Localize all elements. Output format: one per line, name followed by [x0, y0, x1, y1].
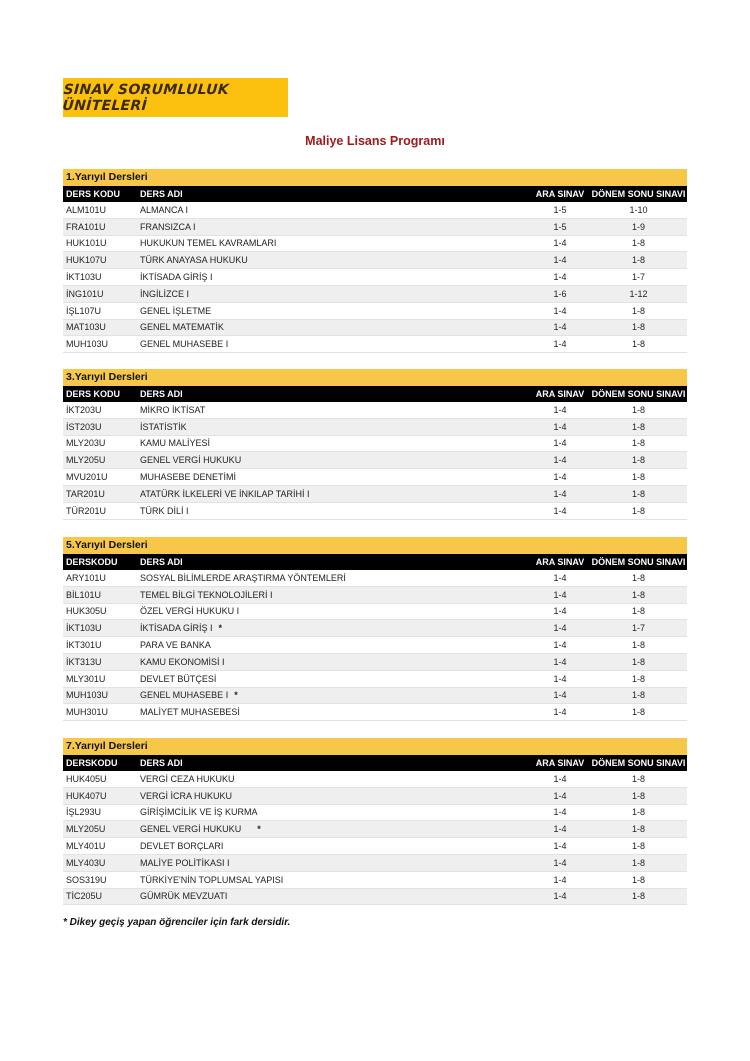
ara-sinav-units: 1-4: [553, 790, 567, 801]
course-name-cell: [140, 674, 500, 684]
program-title: Maliye Lisans Programı: [305, 134, 445, 148]
header-name: DERS ADI: [140, 389, 183, 399]
donem-sonu-units: 1-8: [631, 690, 645, 701]
course-name: KAMU EKONOMİSİ I: [140, 656, 225, 667]
donem-sonu-units: 1-8: [631, 606, 645, 617]
table-header: [63, 554, 687, 570]
donem-sonu-units: 1-7: [631, 272, 645, 283]
ara-sinav-units: 1-4: [553, 472, 567, 483]
donem-sonu-units: 1-8: [631, 505, 645, 516]
table-row: [63, 252, 687, 269]
donem-sonu-units: 1-8: [631, 421, 645, 432]
table-row: [63, 436, 687, 453]
course-code: MLY403U: [66, 857, 106, 868]
header-donem-sonu: DÖNEM SONU SINAVI: [591, 189, 686, 199]
course-name: GENEL MUHASEBE I: [140, 690, 229, 701]
course-name-cell: [140, 322, 500, 332]
header-name: DERS ADI: [140, 189, 183, 199]
section-title: 1.Yarıyıl Dersleri: [63, 169, 687, 186]
ara-sinav-units: 1-4: [553, 438, 567, 449]
donem-sonu-units: 1-8: [631, 841, 645, 852]
course-name-cell: [140, 489, 500, 499]
course-code: TAR201U: [66, 488, 105, 499]
course-code: İKT103U: [66, 272, 102, 283]
course-name: GİRİŞİMCİLİK VE İŞ KURMA: [140, 807, 258, 818]
donem-sonu-units: 1-8: [631, 656, 645, 667]
course-code: MLY205U: [66, 455, 106, 466]
ara-sinav-units: 1-4: [553, 874, 567, 885]
course-code: İKT203U: [66, 404, 102, 415]
donem-sonu-units: 1-8: [631, 404, 645, 415]
header-ara-sinav: ARA SINAV: [535, 389, 585, 399]
course-name-cell: [140, 339, 500, 349]
header-code: DERSKODU: [66, 758, 118, 768]
banner-title: SINAV SORUMLULUK ÜNİTELERİ: [61, 81, 230, 114]
table-row: [63, 671, 687, 688]
ara-sinav-units: 1-4: [553, 589, 567, 600]
table-row: [63, 486, 687, 503]
table-row: [63, 419, 687, 436]
course-code: MLY205U: [66, 824, 106, 835]
ara-sinav-units: 1-6: [553, 288, 567, 299]
table-row: [63, 637, 687, 654]
course-name: SOSYAL BİLİMLERDE ARAŞTIRMA YÖNTEMLERİ: [140, 572, 346, 583]
table-row: [63, 269, 687, 286]
difference-course-marker: *: [234, 690, 238, 701]
course-code: HUK407U: [66, 790, 107, 801]
donem-sonu-units: 1-8: [631, 707, 645, 718]
donem-sonu-units: 1-8: [631, 773, 645, 784]
ara-sinav-units: 1-5: [553, 221, 567, 232]
ara-sinav-units: 1-4: [553, 404, 567, 415]
table-row: [63, 503, 687, 520]
ara-sinav-units: 1-4: [553, 488, 567, 499]
table-row: [63, 771, 687, 788]
course-name: GENEL VERGİ HUKUKU: [140, 824, 242, 835]
course-code: MLY203U: [66, 438, 106, 449]
course-name: TEMEL BİLGİ TEKNOLOJİLERİ I: [140, 589, 273, 600]
ara-sinav-units: 1-4: [553, 773, 567, 784]
course-code: MUH301U: [66, 707, 109, 718]
header-ara-sinav: ARA SINAV: [535, 758, 585, 768]
course-name-cell: [140, 422, 500, 432]
header-donem-sonu: DÖNEM SONU SINAVI: [591, 557, 686, 567]
header-ara-sinav: ARA SINAV: [535, 557, 585, 567]
donem-sonu-units: 1-7: [631, 623, 645, 634]
donem-sonu-units: 1-8: [631, 790, 645, 801]
ara-sinav-units: 1-4: [553, 322, 567, 333]
table-row: [63, 604, 687, 621]
table-row: [63, 620, 687, 637]
table-header: [63, 186, 687, 202]
ara-sinav-units: 1-4: [553, 673, 567, 684]
table-row: [63, 654, 687, 671]
course-code: HUK305U: [66, 606, 107, 617]
course-name: MİKRO İKTİSAT: [140, 404, 206, 415]
donem-sonu-units: 1-8: [631, 857, 645, 868]
course-name-cell: [140, 807, 500, 817]
course-code: TÜR201U: [66, 505, 107, 516]
course-name: VERGİ CEZA HUKUKU: [140, 773, 235, 784]
table-row: [63, 336, 687, 353]
course-name-cell: [140, 272, 500, 282]
donem-sonu-units: 1-8: [631, 488, 645, 499]
table-row: [63, 236, 687, 253]
course-name-cell: [140, 506, 500, 516]
ara-sinav-units: 1-4: [553, 421, 567, 432]
donem-sonu-units: 1-8: [631, 255, 645, 266]
course-name-cell: [140, 472, 500, 482]
course-name: GENEL MUHASEBE I: [140, 339, 229, 350]
course-code: İKT301U: [66, 640, 102, 651]
course-name: HUKUKUN TEMEL KAVRAMLARI: [140, 238, 277, 249]
header-ara-sinav: ARA SINAV: [535, 189, 585, 199]
course-name: GENEL MATEMATİK: [140, 322, 224, 333]
table-row: [63, 788, 687, 805]
table-row: [63, 821, 687, 838]
course-name-cell: [140, 590, 500, 600]
ara-sinav-units: 1-4: [553, 891, 567, 902]
ara-sinav-units: 1-4: [553, 606, 567, 617]
table-row: [63, 202, 687, 219]
header-banner: [63, 78, 288, 117]
ara-sinav-units: 1-4: [553, 807, 567, 818]
donem-sonu-units: 1-8: [631, 824, 645, 835]
donem-sonu-units: 1-8: [631, 472, 645, 483]
course-name-cell: [140, 289, 500, 299]
course-name-cell: [140, 405, 500, 415]
course-code: MUH103U: [66, 690, 109, 701]
course-code: ALM101U: [66, 204, 107, 215]
course-name: MUHASEBE DENETİMİ: [140, 472, 237, 483]
ara-sinav-units: 1-4: [553, 656, 567, 667]
course-name: İKTİSADA GİRİŞ I: [140, 272, 213, 283]
footnote: * Dikey geçiş yapan öğrenciler için fark dersidir.: [63, 917, 291, 928]
course-name-cell: [140, 606, 500, 616]
course-code: MVU201U: [66, 472, 108, 483]
table-header: [63, 755, 687, 771]
header-code: DERS KODU: [66, 389, 121, 399]
course-name: GENEL İŞLETME: [140, 305, 212, 316]
difference-course-marker: *: [218, 623, 223, 634]
donem-sonu-units: 1-8: [631, 339, 645, 350]
course-name-cell: [140, 238, 500, 248]
donem-sonu-units: 1-8: [631, 673, 645, 684]
course-name-cell: [140, 657, 500, 667]
ara-sinav-units: 1-4: [553, 255, 567, 266]
course-code: HUK101U: [66, 238, 107, 249]
header-code: DERS KODU: [66, 189, 121, 199]
course-name: PARA VE BANKA: [140, 640, 211, 651]
course-name: ATATÜRK İLKELERİ VE İNKILAP TARİHİ I: [140, 488, 310, 499]
ara-sinav-units: 1-4: [553, 841, 567, 852]
donem-sonu-units: 1-8: [631, 589, 645, 600]
course-code: TİC205U: [66, 891, 103, 902]
course-name: MALİYET MUHASEBESİ: [140, 707, 240, 718]
course-name-cell: [140, 824, 500, 834]
course-code: ARY101U: [66, 572, 106, 583]
course-name: ÖZEL VERGİ HUKUKU I: [140, 606, 240, 617]
header-donem-sonu: DÖNEM SONU SINAVI: [591, 758, 686, 768]
course-name-cell: [140, 707, 500, 717]
table-row: [63, 688, 687, 705]
table-row: [63, 838, 687, 855]
header-name: DERS ADI: [140, 557, 183, 567]
header-code: DERSKODU: [66, 557, 118, 567]
course-name-cell: [140, 841, 500, 851]
semester-section: [63, 369, 687, 520]
table-row: [63, 704, 687, 721]
ara-sinav-units: 1-4: [553, 305, 567, 316]
table-row: [63, 872, 687, 889]
course-code: HUK107U: [66, 255, 107, 266]
course-code: SOS319U: [66, 874, 107, 885]
course-name: KAMU MALİYESİ: [140, 438, 211, 449]
donem-sonu-units: 1-8: [631, 438, 645, 449]
semester-section: [63, 738, 687, 905]
course-name-cell: [140, 623, 500, 633]
semester-section: [63, 537, 687, 721]
donem-sonu-units: 1-8: [631, 640, 645, 651]
ara-sinav-units: 1-4: [553, 238, 567, 249]
course-name-cell: [140, 455, 500, 465]
table-row: [63, 452, 687, 469]
header-name: DERS ADI: [140, 758, 183, 768]
donem-sonu-units: 1-8: [631, 238, 645, 249]
course-name-cell: [140, 875, 500, 885]
course-code: BİL101U: [66, 589, 102, 600]
table-row: [63, 855, 687, 872]
course-name-cell: [140, 205, 500, 215]
course-name: TÜRK DİLİ I: [140, 505, 189, 516]
course-code: MLY401U: [66, 841, 106, 852]
table-row: [63, 805, 687, 822]
course-name-cell: [140, 690, 500, 700]
section-title: 5.Yarıyıl Dersleri: [63, 537, 687, 554]
course-code: HUK405U: [66, 773, 107, 784]
course-name-cell: [140, 858, 500, 868]
ara-sinav-units: 1-4: [553, 707, 567, 718]
course-name: GENEL VERGİ HUKUKU: [140, 455, 242, 466]
course-name-cell: [140, 891, 500, 901]
table-row: [63, 402, 687, 419]
donem-sonu-units: 1-8: [631, 874, 645, 885]
section-title: 3.Yarıyıl Dersleri: [63, 369, 687, 386]
donem-sonu-units: 1-9: [631, 221, 645, 232]
donem-sonu-units: 1-8: [631, 305, 645, 316]
donem-sonu-units: 1-8: [631, 455, 645, 466]
course-name: TÜRKİYE'NİN TOPLUMSAL YAPISI: [140, 874, 284, 885]
donem-sonu-units: 1-8: [631, 807, 645, 818]
table-row: [63, 320, 687, 337]
course-code: İKT313U: [66, 656, 102, 667]
course-name-cell: [140, 306, 500, 316]
table-row: [63, 219, 687, 236]
course-name: İKTİSADA GİRİŞ I: [140, 623, 213, 634]
ara-sinav-units: 1-4: [553, 640, 567, 651]
table-row: [63, 889, 687, 906]
course-name-cell: [140, 438, 500, 448]
ara-sinav-units: 1-4: [553, 339, 567, 350]
donem-sonu-units: 1-8: [631, 572, 645, 583]
header-donem-sonu: DÖNEM SONU SINAVI: [591, 389, 686, 399]
course-code: MUH103U: [66, 339, 109, 350]
ara-sinav-units: 1-4: [553, 690, 567, 701]
course-name-cell: [140, 791, 500, 801]
ara-sinav-units: 1-4: [553, 572, 567, 583]
table-header: [63, 386, 687, 402]
ara-sinav-units: 1-5: [553, 204, 567, 215]
course-name: FRANSIZCA I: [140, 221, 196, 232]
course-name: İSTATİSTİK: [140, 421, 187, 432]
difference-course-marker: *: [257, 824, 261, 835]
course-name-cell: [140, 774, 500, 784]
course-name: DEVLET BÜTÇESİ: [140, 673, 217, 684]
course-code: İNG101U: [66, 288, 104, 299]
course-code: İKT103U: [66, 623, 102, 634]
course-code: İŞL107U: [66, 305, 102, 316]
course-name-cell: [140, 640, 500, 650]
course-code: MAT103U: [66, 322, 106, 333]
ara-sinav-units: 1-4: [553, 824, 567, 835]
course-name-cell: [140, 255, 500, 265]
course-code: MLY301U: [66, 673, 106, 684]
course-code: İST203U: [66, 421, 102, 432]
course-name: İNGİLİZCE I: [140, 288, 190, 299]
semester-section: [63, 169, 687, 353]
donem-sonu-units: 1-12: [629, 288, 648, 299]
course-name-cell: [140, 222, 500, 232]
course-name: GÜMRÜK MEVZUATI: [140, 891, 228, 902]
course-code: FRA101U: [66, 221, 106, 232]
section-title: 7.Yarıyıl Dersleri: [63, 738, 687, 755]
course-name: DEVLET BORÇLARI: [140, 841, 224, 852]
table-row: [63, 303, 687, 320]
table-row: [63, 587, 687, 604]
table-row: [63, 286, 687, 303]
table-row: [63, 570, 687, 587]
course-name-cell: [140, 573, 500, 583]
donem-sonu-units: 1-10: [629, 204, 648, 215]
ara-sinav-units: 1-4: [553, 455, 567, 466]
ara-sinav-units: 1-4: [553, 272, 567, 283]
donem-sonu-units: 1-8: [631, 322, 645, 333]
ara-sinav-units: 1-4: [553, 857, 567, 868]
table-row: [63, 469, 687, 486]
course-name: MALİYE POLİTİKASI I: [140, 857, 230, 868]
ara-sinav-units: 1-4: [553, 623, 567, 634]
course-name: TÜRK ANAYASA HUKUKU: [140, 255, 248, 266]
course-name: VERGİ İCRA HUKUKU: [140, 790, 233, 801]
course-code: İŞL293U: [66, 807, 102, 818]
course-name: ALMANCA I: [140, 204, 189, 215]
ara-sinav-units: 1-4: [553, 505, 567, 516]
donem-sonu-units: 1-8: [631, 891, 645, 902]
